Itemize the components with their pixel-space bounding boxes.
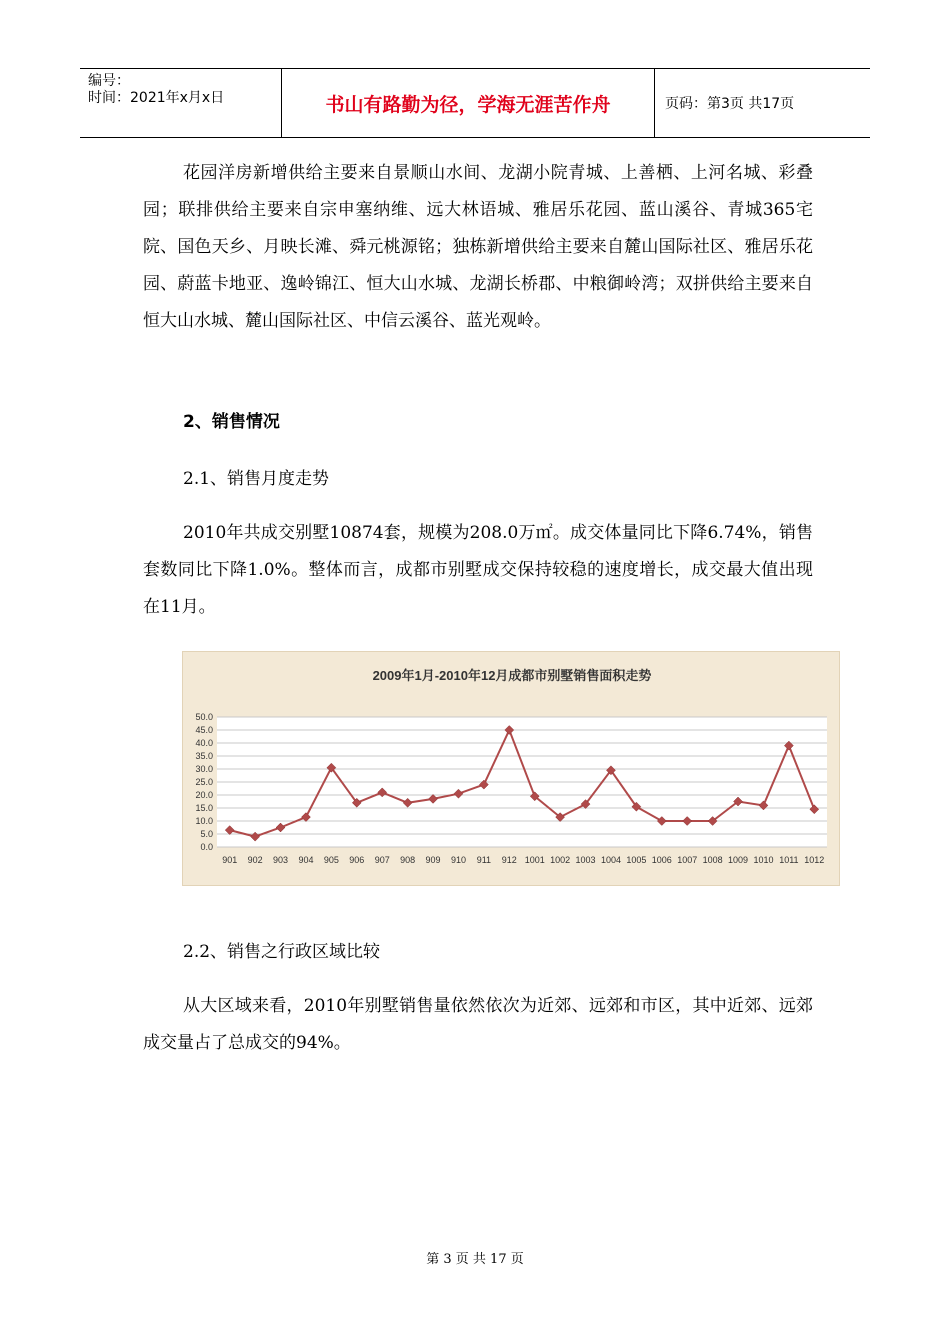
- x-tick-label: 910: [450, 855, 466, 865]
- x-tick-label: 1002: [550, 855, 571, 865]
- y-tick-label: 40.0: [195, 738, 213, 748]
- chart-title: 2009年1月-2010年12月成都市别墅销售面积走势: [372, 668, 652, 683]
- y-tick-label: 10.0: [195, 816, 213, 826]
- time-label: 时间：2021年x月x日: [88, 90, 225, 106]
- x-tick-label: 1008: [702, 855, 723, 865]
- x-tick-label: 1011: [779, 855, 799, 865]
- heading-monthly-trend: 2.1、销售月度走势: [183, 469, 330, 489]
- heading-region-compare: 2.2、销售之行政区域比较: [183, 942, 381, 962]
- x-tick-label: 1001: [524, 855, 545, 865]
- x-tick-label: 1003: [575, 855, 596, 865]
- y-tick-label: 50.0: [195, 712, 213, 722]
- page-header: [80, 68, 870, 138]
- y-tick-label: 25.0: [195, 777, 213, 787]
- number-label: 编号：: [88, 73, 130, 89]
- x-tick-label: 1004: [600, 855, 621, 865]
- x-tick-label: 1009: [728, 855, 749, 865]
- x-tick-label: 905: [323, 855, 339, 865]
- paragraph-region: 从大区域来看，2010年别墅销售量依然依次为近郊、远郊和市区，其中近郊、远郊成交量占了总成交的94%。: [143, 996, 813, 1053]
- x-tick-label: 903: [273, 855, 289, 865]
- x-tick-label: 902: [247, 855, 263, 865]
- paragraph-supply: 花园洋房新增供给主要来自景顺山水间、龙湖小院青城、上善栖、上河名城、彩叠园；联排供给主要来自宗申塞纳维、远大林语城、雅居乐花园、蓝山溪谷、青城365宅院、国色天乡、月映长滩、舜元桃源铭；独栋新增供给主要来自麓山国际社区、雅居乐花园、蔚蓝卡地亚、逸岭锦江、恒大山水城、龙湖长桥郡、中粮御岭湾；双拼供给主要来自恒大山水城、麓山国际社区、中信云溪谷、蓝光观岭。: [143, 163, 813, 331]
- heading-sales: 2、销售情况: [183, 412, 280, 432]
- x-tick-label: 912: [501, 855, 517, 865]
- header-meta: [80, 69, 282, 137]
- y-tick-label: 45.0: [195, 725, 213, 735]
- x-tick-label: 1012: [804, 855, 825, 865]
- x-tick-label: 904: [298, 855, 314, 865]
- chart-svg: [183, 652, 841, 887]
- x-tick-label: 906: [349, 855, 365, 865]
- chart-grid: [217, 717, 827, 847]
- y-tick-label: 30.0: [195, 764, 213, 774]
- x-tick-label: 1006: [651, 855, 672, 865]
- x-tick-label: 907: [374, 855, 390, 865]
- y-tick-label: 5.0: [200, 829, 213, 839]
- y-tick-label: 35.0: [195, 751, 213, 761]
- y-tick-label: 15.0: [195, 803, 213, 813]
- page-footer: 第 3 页 共 17 页: [426, 1252, 524, 1267]
- x-tick-label: 909: [425, 855, 441, 865]
- x-tick-label: 1010: [753, 855, 774, 865]
- y-tick-label: 0.0: [200, 842, 213, 852]
- header-motto: 书山有路勤为径，学海无涯苦作舟: [282, 69, 655, 137]
- x-tick-label: 901: [222, 855, 238, 865]
- sales-area-chart: [182, 651, 840, 886]
- paragraph-sales-summary: 2010年共成交别墅10874套，规模为208.0万㎡。成交体量同比下降6.74%，销售套数同比下降1.0%。整体而言，成都市别墅成交保持较稳的速度增长，成交最大值出现在11月。: [143, 523, 813, 617]
- x-tick-label: 1007: [677, 855, 698, 865]
- x-tick-label: 908: [400, 855, 416, 865]
- x-tick-label: 911: [476, 855, 492, 865]
- y-tick-label: 20.0: [195, 790, 213, 800]
- x-tick-label: 1005: [626, 855, 647, 865]
- header-page-info: 页码：第3页 共17页: [665, 96, 795, 112]
